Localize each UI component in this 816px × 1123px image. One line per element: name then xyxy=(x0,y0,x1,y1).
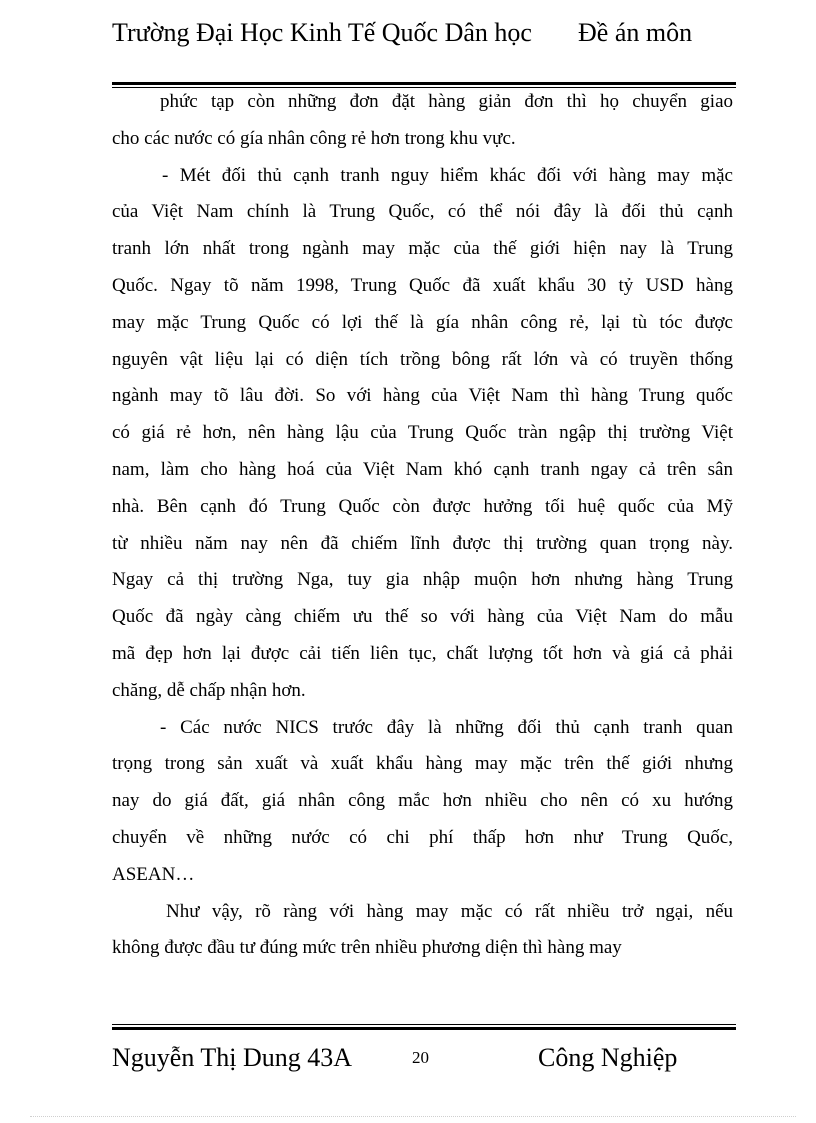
body-line: chuyển về những nước có chi phí thấp hơn như Trung Quốc, xyxy=(112,826,733,848)
page-number: 20 xyxy=(412,1048,429,1067)
body-line: từ nhiều năm nay nên đã chiếm lĩnh được thị trường quan trọng này. xyxy=(112,532,733,554)
body-line: phức tạp còn những đơn đặt hàng giản đơn thì họ chuyển giao xyxy=(160,91,733,112)
body-line: chăng, dễ chấp nhận hơn. xyxy=(112,679,306,701)
body-line: nay do giá đất, giá nhân công mắc hơn nhiều cho nên có xu hướng xyxy=(112,790,733,812)
body-line: ASEAN… xyxy=(112,863,195,885)
footer-author xyxy=(112,1043,372,1073)
body-line: Như vậy, rõ ràng với hàng may mặc có rất nhiều trở ngại, nếu xyxy=(166,900,733,922)
body-line: - Mét đối thủ cạnh tranh nguy hiểm khác đối với hàng may mặc xyxy=(162,164,733,186)
footer-department: Công Nghiệp xyxy=(538,1043,678,1072)
body-line: mã đẹp hơn lại được cải tiến liên tục, chất lượng tốt hơn và giá cả phải xyxy=(112,642,733,664)
body-line: nam, làm cho hàng hoá của Việt Nam khó cạnh tranh ngay cả trên sân xyxy=(112,458,733,480)
body-line: tranh lớn nhất trong ngành may mặc của thế giới hiện nay là Trung xyxy=(112,238,733,260)
page-bottom-border xyxy=(30,1116,796,1117)
body-text xyxy=(112,84,733,967)
body-line: cho các nước có gía nhân công rẻ hơn trong khu vực. xyxy=(112,127,516,149)
body-line: - Các nước NICS trước đây là những đối thủ cạnh tranh quan xyxy=(160,716,733,738)
footer-author-text: Nguyễn Thị Dung 43A xyxy=(112,1043,353,1072)
body-line: Quốc. Ngay tõ năm 1998, Trung Quốc đã xuất khẩu 30 tỷ USD hàng xyxy=(112,274,733,296)
header-document-type: Đề án môn xyxy=(578,18,693,47)
body-line: Quốc đã ngày càng chiếm ưu thế so với hàng của Việt Nam do mẫu xyxy=(112,606,733,628)
body-line: nhà. Bên cạnh đó Trung Quốc còn được hưởng tối huệ quốc của Mỹ xyxy=(112,495,733,517)
body-line: trọng trong sản xuất và xuất khẩu hàng may mặc trên thế giới nhưng xyxy=(112,753,733,775)
body-line: có giá rẻ hơn, nên hàng lậu của Trung Quốc tràn ngập thị trường Việt xyxy=(112,422,733,444)
footer-rule-thick xyxy=(112,1027,736,1030)
body-line: Ngay cả thị trường Nga, tuy gia nhập muộn hơn nhưng hàng Trung xyxy=(112,569,733,591)
header-school-title: Trường Đại Học Kinh Tế Quốc Dân học xyxy=(112,18,532,47)
body-line: ngành may tõ lâu đời. So với hàng của Việt Nam thì hàng Trung quốc xyxy=(112,385,733,407)
body-line: may mặc Trung Quốc có lợi thế là gía nhân công rẻ, lại tù tóc được xyxy=(112,311,733,333)
footer-rule-thin xyxy=(112,1024,736,1025)
body-line: của Việt Nam chính là Trung Quốc, có thể nói đây là đối thủ cạnh xyxy=(112,201,733,223)
body-line: không được đầu tư đúng mức trên nhiều phương diện thì hàng may xyxy=(112,937,622,959)
body-line: nguyên vật liệu lại có diện tích trồng bông rất lớn và có truyền thống xyxy=(112,348,733,370)
